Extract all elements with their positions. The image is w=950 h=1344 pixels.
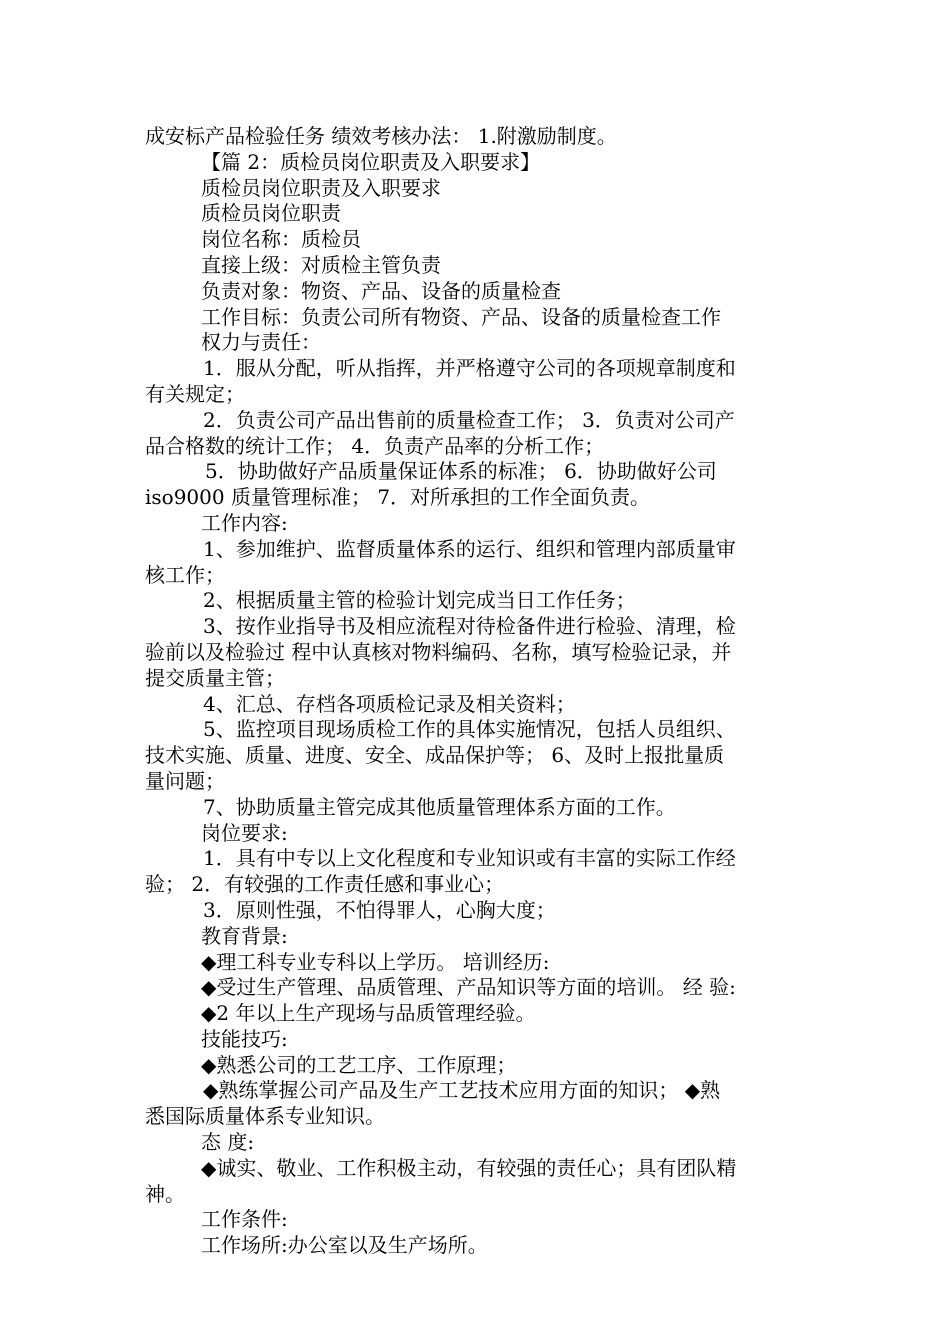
list-item-continuation: 核工作； [145, 562, 225, 587]
list-item: 4、汇总、存档各项质检记录及相关资料； [203, 691, 576, 716]
list-item: 5．协助做好产品质量保证体系的标准； 6．协助做好公司 [205, 459, 717, 484]
list-item-continuation: 提交质量主管； [145, 665, 285, 690]
list-item-continuation: 技术实施、质量、进度、安全、成品保护等； 6、及时上报批量质 [145, 743, 725, 768]
list-item-continuation: 验前以及检验过 程中认真核对物料编码、名称，填写检验记录，并 [145, 639, 732, 664]
subsection-title: 工作内容: [201, 510, 288, 535]
list-item: 7、协助质量主管完成其他质量管理体系方面的工作。 [203, 794, 676, 819]
bullet-item-continuation: 神。 [145, 1181, 185, 1206]
list-item-continuation: 品合格数的统计工作； 4．负责产品率的分析工作； [145, 433, 605, 458]
text-line: 工作场所:办公室以及生产场所。 [201, 1233, 488, 1258]
list-item: 1．具有中专以上文化程度和专业知识或有丰富的实际工作经 [203, 846, 736, 871]
subsection-title: 教育背景: [201, 923, 288, 948]
subsection-title: 岗位要求: [201, 820, 288, 845]
bullet-item-continuation: 悉国际质量体系专业知识。 [145, 1104, 385, 1129]
subsection-title: 权力与责任： [201, 330, 321, 355]
list-item-continuation: 量问题； [145, 768, 225, 793]
subsection-title: 质检员岗位职责 [201, 201, 341, 226]
doc-title: 质检员岗位职责及入职要求 [201, 175, 441, 200]
list-item: 1．服从分配，听从指挥，并严格遵守公司的各项规章制度和 [203, 356, 736, 381]
list-item-continuation: iso9000 质量管理标准； 7．对所承担的工作全面负责。 [145, 485, 651, 510]
document-body [145, 124, 810, 1259]
list-item-continuation: 有关规定； [145, 381, 245, 406]
bullet-item: ◆熟悉公司的工艺工序、工作原理； [201, 1052, 517, 1077]
subsection-title: 工作条件: [201, 1207, 288, 1232]
list-item: 2．负责公司产品出售前的质量检查工作； 3．负责对公司产 [203, 407, 735, 432]
section-heading: 【篇 2：质检员岗位职责及入职要求】 [201, 149, 541, 174]
bullet-item: ◆受过生产管理、品质管理、产品知识等方面的培训。 经 验: [201, 975, 736, 1000]
bullet-item: ◆理工科专业专科以上学历。 培训经历: [201, 949, 550, 974]
list-item: 3．原则性强，不怕得罪人，心胸大度； [203, 897, 556, 922]
text-line: 工作目标：负责公司所有物资、产品、设备的质量检查工作 [201, 304, 721, 329]
list-item: 1、参加维护、监督质量体系的运行、组织和管理内部质量审 [203, 536, 736, 561]
text-line: 直接上级：对质检主管负责 [201, 252, 441, 277]
list-item: 3、按作业指导书及相应流程对待检备件进行检验、清理，检 [203, 614, 736, 639]
bullet-item: ◆2 年以上生产现场与品质管理经验。 [201, 1001, 536, 1026]
text-line: 负责对象：物资、产品、设备的质量检查 [201, 278, 561, 303]
bullet-item: ◆诚实、敬业、工作积极主动，有较强的责任心；具有团队精 [201, 1155, 737, 1180]
list-item-continuation: 验； 2．有较强的工作责任感和事业心； [145, 872, 505, 897]
subsection-title: 态 度: [201, 1130, 255, 1155]
bullet-item: ◆熟练掌握公司产品及生产工艺技术应用方面的知识； ◆熟 [203, 1078, 721, 1103]
text-line: 成安标产品检验任务 绩效考核办法： 1.附激励制度。 [145, 124, 617, 148]
list-item: 2、根据质量主管的检验计划完成当日工作任务； [203, 588, 636, 613]
list-item: 5、监控项目现场质检工作的具体实施情况，包括人员组织、 [203, 717, 736, 742]
text-line: 岗位名称：质检员 [201, 227, 361, 252]
subsection-title: 技能技巧: [201, 1026, 288, 1051]
